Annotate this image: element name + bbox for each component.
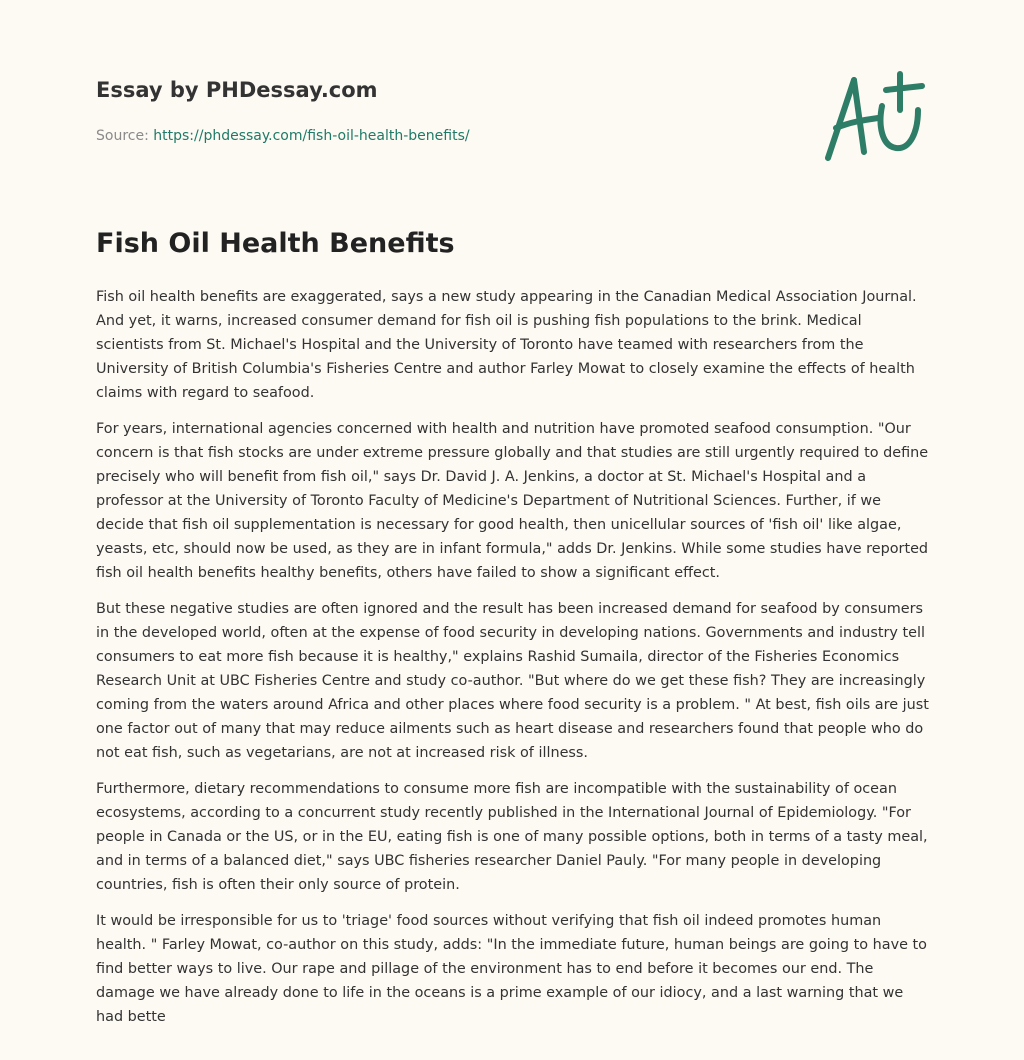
essay-header [96,76,796,146]
paragraph: It would be irresponsible for us to 'triage' food sources without verifying that fish oil indeed promotes human health. " Farley Mowat, co-author on this study, adds: "In the immediate future, human beings are going to have to find better ways to live. Our rape and pillage of the environment has to end before it becomes our end. The damage we have already done to life in the oceans is a prime example of our idiocy, and a last warning that we had bette [96,913,927,1025]
a-plus-logo-icon [820,66,930,166]
source-label: Source: [96,128,154,144]
paragraph: Furthermore, dietary recommendations to consume more fish are incompatible with the sustainability of ocean ecosystems, according to a concurrent study recently published in the International Journal of Epidemiology. "For people in Canada or the US, or in the EU, eating fish is one of many possible options, both in terms of a tasty meal, and in terms of a balanced diet," says UBC fisheries researcher Daniel Pauly. "For many people in developing countries, fish is often their only source of protein. [96,781,928,893]
essay-title: Fish Oil Health Benefits [96,228,455,259]
brand-title: Essay by PHDessay.com [96,78,378,102]
paragraph: But these negative studies are often ignored and the result has been increased demand for seafood by consumers in the developed world, often at the expense of food security in developing nations. Governments and industry tell consumers to eat more fish because it is healthy," explains Rashid Sumaila, director of the Fisheries Economics Research Unit at UBC Fisheries Centre and study co-author. "But where do we get these fish? They are increasingly coming from the waters around Africa and other places where food security is a problem. " At best, fish oils are just one factor out of many that may reduce ailments such as heart disease and researchers found that people who do not eat fish, such as vegetarians, are not at increased risk of illness. [96,601,929,761]
essay-body [96,285,932,1041]
paragraph: Fish oil health benefits are exaggerated, says a new study appearing in the Canadian Medical Association Journal. And yet, it warns, increased consumer demand for fish oil is pushing fish populations to the brink. Medical scientists from St. Michael's Hospital and the University of Toronto have teamed with researchers from the University of British Columbia's Fisheries Centre and author Farley Mowat to closely examine the effects of health claims with regard to seafood. [96,289,917,401]
source-line [96,126,796,146]
paragraph: For years, international agencies concerned with health and nutrition have promoted seafood consumption. "Our concern is that fish stocks are under extreme pressure globally and that studies are still urgently required to define precisely who will benefit from fish oil," says Dr. David J. A. Jenkins, a doctor at St. Michael's Hospital and a professor at the University of Toronto Faculty of Medicine's Department of Nutritional Sciences. Further, if we decide that fish oil supplementation is necessary for good health, then unicellular sources of 'fish oil' like algae, yeasts, etc, should now be used, as they are in infant formula," adds Dr. Jenkins. While some studies have reported fish oil health benefits healthy benefits, others have failed to show a significant effect. [96,421,929,581]
source-link[interactable]: https://phdessay.com/fish-oil-health-benefits/ [153,128,470,144]
